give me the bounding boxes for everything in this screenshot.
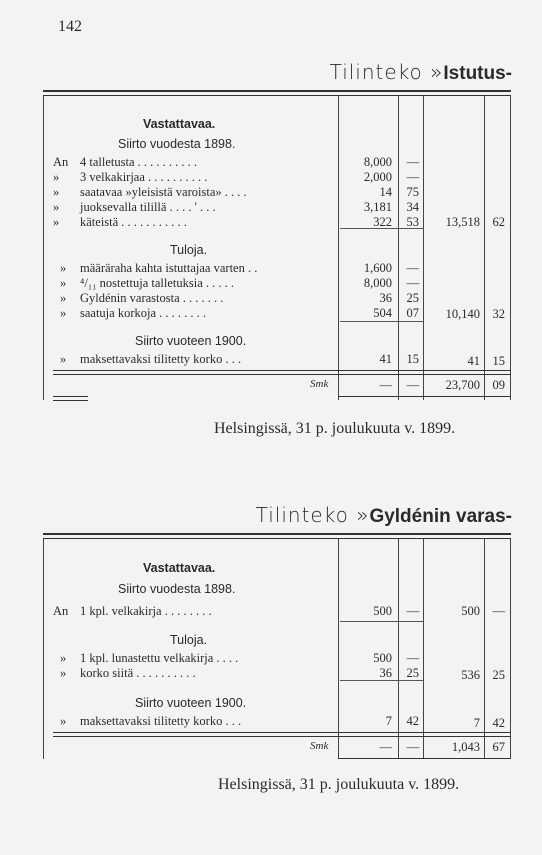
row-amount: 14 (379, 185, 392, 199)
tuloja-heading: Tuloja. (170, 633, 208, 647)
page-number: 142 (58, 18, 82, 35)
row-prefix: » (60, 714, 67, 728)
col-divider (43, 539, 44, 759)
summa-label: Smk (310, 740, 329, 752)
row-total-cents: 42 (492, 716, 505, 730)
row-prefix: » (53, 215, 60, 229)
siirto-1900: Siirto vuoteen 1900. (135, 696, 247, 710)
row-label: 3 velkakirjaa . . . . . . . . . . (80, 170, 208, 184)
row-label: 1 kpl. velkakirja . . . . . . . . (80, 604, 212, 618)
row-prefix: » (60, 291, 67, 305)
summa-label: Smk (310, 378, 329, 390)
total2-cents: 25 (492, 668, 505, 682)
sum-total: 23,700 (445, 378, 480, 392)
row-cents: — (406, 170, 419, 184)
subtotal-line (340, 321, 424, 322)
row-amount: 500 (373, 651, 392, 665)
row-cents: 25 (406, 666, 419, 680)
row-label: käteistä . . . . . . . . . . . (80, 215, 187, 229)
row-label: korko siitä . . . . . . . . . . (80, 666, 196, 680)
row-cents: — (406, 155, 419, 169)
row-total: 500 (461, 604, 480, 618)
row-label: saatuja korkoja . . . . . . . . (80, 306, 207, 320)
row-prefix: » (60, 276, 67, 290)
row-prefix: » (60, 261, 67, 275)
table-top-rule-thin (43, 95, 511, 96)
row-prefix: » (60, 306, 67, 320)
row-cents: 42 (406, 714, 419, 728)
title-main: Istutus- (443, 63, 512, 84)
row-cents: 34 (406, 200, 419, 214)
row-cents: — (406, 276, 419, 290)
title-prefix: Tilinteko » (329, 60, 444, 84)
total2-amount: 10,140 (445, 307, 480, 321)
row-total: 7 (473, 716, 480, 730)
bottom-rule (53, 400, 88, 401)
row-amount: 41 (379, 352, 392, 366)
subtotal-line (340, 621, 424, 622)
total1-cents: 62 (492, 215, 505, 229)
col-divider (338, 539, 339, 759)
bottom-rule (338, 396, 511, 397)
row-amount: 322 (373, 215, 392, 229)
row-amount: 500 (373, 604, 392, 618)
row-prefix: An (53, 604, 69, 618)
sum-total-cents: 09 (492, 378, 505, 392)
sum-rule (53, 370, 511, 371)
siirto-1898: Siirto vuodesta 1898. (118, 582, 236, 596)
table-top-rule (43, 90, 511, 92)
siirto-1898: Siirto vuodesta 1898. (118, 137, 236, 151)
sum-rule (53, 374, 511, 375)
table-top-rule (43, 533, 511, 535)
row-cents: 53 (406, 215, 419, 229)
row-amount: 2,000 (363, 170, 392, 184)
col-divider (338, 96, 339, 400)
row-cents: 75 (406, 185, 419, 199)
siirto-1900: Siirto vuoteen 1900. (135, 334, 247, 348)
row-amount: 8,000 (363, 155, 392, 169)
row-amount: 7 (385, 714, 392, 728)
signature: Helsingissä, 31 p. joulukuuta v. 1899. (218, 776, 460, 793)
row-total-cents: 15 (492, 354, 505, 368)
title-prefix: Tilinteko » (255, 503, 370, 527)
bottom-rule (338, 758, 511, 759)
row-prefix: » (60, 666, 67, 680)
tuloja-heading: Tuloja. (170, 243, 208, 257)
sum-b: — (406, 378, 419, 392)
row-cents: 07 (406, 306, 419, 320)
col-divider (510, 539, 511, 759)
col-divider (43, 96, 44, 400)
subtotal-line (340, 680, 424, 681)
row-amount: 504 (373, 306, 392, 320)
row-amount: 8,000 (363, 276, 392, 290)
sum-a: — (379, 378, 392, 392)
row-amount: 36 (379, 666, 392, 680)
row-cents: — (406, 261, 419, 275)
total2-amount: 536 (461, 668, 480, 682)
row-prefix: » (60, 352, 67, 366)
sum-rule (53, 732, 511, 733)
row-prefix: » (53, 185, 60, 199)
signature: Helsingissä, 31 p. joulukuuta v. 1899. (214, 420, 456, 437)
col-divider (510, 96, 511, 400)
row-amount: 1,600 (363, 261, 392, 275)
vastattavaa-heading: Vastattavaa. (143, 561, 216, 575)
row-prefix: » (60, 651, 67, 665)
row-cents: 25 (406, 291, 419, 305)
section2-title (256, 503, 512, 528)
total2-cents: 32 (492, 307, 505, 321)
row-label: saatavaa »yleisistä varoista» . . . . (80, 185, 247, 199)
row-prefix: » (53, 200, 60, 214)
row-amount: 36 (379, 291, 392, 305)
row-cents: — (406, 604, 419, 618)
row-label: Gyldénin varastosta . . . . . . . (80, 291, 224, 305)
row-label: 4 talletusta . . . . . . . . . . (80, 155, 197, 169)
row-label: maksettavaksi tilitetty korko . . . (80, 714, 242, 728)
sum-rule (53, 736, 511, 737)
table-top-rule-thin (43, 538, 511, 539)
sum-total-cents: 67 (492, 740, 505, 754)
total1-amount: 13,518 (445, 215, 480, 229)
sum-total: 1,043 (451, 740, 480, 754)
sum-b: — (406, 740, 419, 754)
row-prefix: » (53, 170, 60, 184)
sum-a: — (379, 740, 392, 754)
vastattavaa-heading: Vastattavaa. (143, 117, 216, 131)
subtotal-line (340, 228, 424, 229)
row-label: 1 kpl. lunastettu velkakirja . . . . (80, 651, 239, 665)
section1-title (330, 60, 512, 85)
row-prefix: An (53, 155, 69, 169)
row-label: määräraha kahta istuttajaa varten . . (80, 261, 258, 275)
row-cents: 15 (406, 352, 419, 366)
row-label: maksettavaksi tilitetty korko . . . (80, 352, 242, 366)
row-total: 41 (467, 354, 480, 368)
row-cents: — (406, 651, 419, 665)
row-amount: 3,181 (363, 200, 392, 214)
row-label: ⁴/₁₁ nostettuja talletuksia . . . . . (80, 276, 235, 290)
row-total-cents: — (492, 604, 505, 618)
bottom-rule (53, 396, 88, 397)
row-label: juoksevalla tilillä . . . . ' . . . (80, 200, 216, 214)
title-main: Gyldénin varas- (369, 506, 512, 527)
